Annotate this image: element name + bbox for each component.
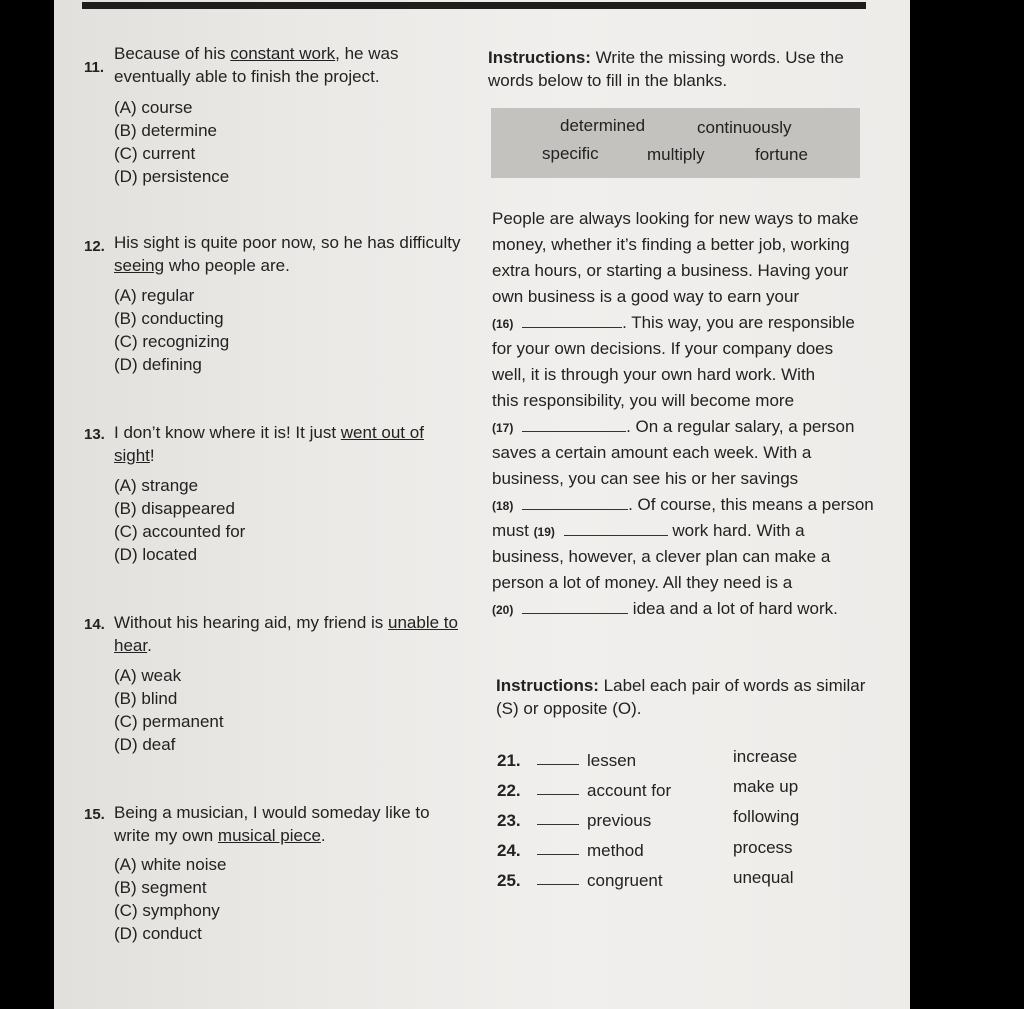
option-c[interactable]: (C) symphony [114,901,220,920]
pair-word-b: process [733,838,793,857]
instructions-label: Instructions: [496,676,599,695]
passage-line: well, it is through your own hard work. With [492,365,816,384]
word-pair-25 [497,866,817,896]
option-d[interactable]: (D) deaf [114,735,176,754]
pair-word-a: method [587,841,644,860]
pair-number: 21. [497,751,521,770]
word-pair-23 [497,806,817,836]
option-a[interactable]: (A) weak [114,666,182,685]
answer-blank[interactable] [537,764,579,765]
answer-blank[interactable] [537,794,579,795]
option-b[interactable]: (B) determine [114,121,217,140]
underlined-phrase: musical piece [217,826,321,845]
pair-word-a: previous [587,811,652,830]
passage-line: (20) idea and a lot of hard work. [492,599,838,618]
option-d[interactable]: (D) located [114,545,198,564]
option-a[interactable]: (A) strange [114,476,199,495]
instructions-text: Label each pair of words as similar (S) or opposite (O). [496,676,866,718]
word-bank-item: continuously [697,118,792,137]
option-c[interactable]: (C) accounted for [114,522,246,541]
passage-line: person a lot of money. All they need is a [492,573,793,592]
word-pair-24 [497,836,817,866]
option-d[interactable]: (D) conduct [114,924,202,943]
question-13 [84,421,464,571]
option-b[interactable]: (B) conducting [114,309,224,328]
word-bank-item: determined [560,116,646,135]
pair-word-b: make up [733,777,799,796]
answer-blank[interactable] [537,824,579,825]
question-stem: I don’t know where it is! It just went out of sight! [114,423,424,465]
pair-word-b: increase [733,747,798,766]
question-number: 13. [84,426,105,443]
underlined-phrase: seeing [114,256,165,275]
top-rule [82,2,866,9]
question-11 [84,42,464,192]
option-c[interactable]: (C) permanent [114,712,224,731]
passage-line: (17) . On a regular salary, a person [492,417,855,436]
pair-number: 24. [497,841,521,860]
passage-line: (16) . This way, you are responsible [492,313,855,332]
blank-number: (20) [492,603,514,617]
blank-17[interactable] [522,417,626,432]
blank-19[interactable] [564,521,668,536]
blank-20[interactable] [522,599,628,614]
instructions-similar-opposite [496,674,876,720]
options-list [114,664,224,756]
blank-number: (17) [492,421,514,435]
question-stem: His sight is quite poor now, so he has difficulty seeing who people are. [114,233,461,275]
question-12 [84,231,464,381]
blank-number: (19) [533,525,555,539]
passage-line: extra hours, or starting a business. Having your [492,261,849,280]
question-number: 12. [84,238,105,255]
passage-line: for your own decisions. If your company does [492,339,834,358]
blank-18[interactable] [522,495,628,510]
word-bank [491,108,860,178]
option-c[interactable]: (C) recognizing [114,332,230,351]
option-b[interactable]: (B) disappeared [114,499,235,518]
pair-number: 25. [497,871,521,890]
pair-number: 22. [497,781,521,800]
word-bank-item: fortune [755,145,808,164]
blank-number: (18) [492,499,514,513]
question-14 [84,611,464,761]
passage-line: People are always looking for new ways to make [492,209,859,228]
options-list [114,474,245,566]
options-list [114,96,229,188]
pair-number: 23. [497,811,521,830]
option-a[interactable]: (A) course [114,98,193,117]
pair-word-a: account for [587,781,672,800]
passage-line: money, whether it’s finding a better job, working [492,235,850,254]
options-list [114,284,229,376]
pair-word-a: lessen [587,751,637,770]
question-number: 14. [84,616,105,633]
question-number: 11. [84,59,105,76]
instructions-label: Instructions: [488,48,591,67]
option-b[interactable]: (B) segment [114,878,207,897]
question-stem: Because of his constant work, he was eventually able to finish the project. [114,44,399,86]
question-15 [84,801,464,951]
underlined-phrase: went out of sight [114,423,424,465]
option-a[interactable]: (A) regular [114,286,195,305]
option-a[interactable]: (A) white noise [114,855,227,874]
answer-blank[interactable] [537,884,579,885]
passage-line: business, you can see his or her savings [492,469,799,488]
word-bank-item: specific [542,144,599,163]
passage-line: saves a certain amount each week. With a [492,443,812,462]
pair-word-a: congruent [587,871,663,890]
option-d[interactable]: (D) persistence [114,167,230,186]
option-c[interactable]: (C) current [114,144,196,163]
option-b[interactable]: (B) blind [114,689,178,708]
options-list [114,853,226,945]
word-bank-item: multiply [647,145,705,164]
pair-word-b: following [733,807,800,826]
question-stem: Being a musician, I would someday like to write my own musical piece. [114,803,430,845]
passage-line: own business is a good way to earn your [492,287,800,306]
question-stem: Without his hearing aid, my friend is unable to hear. [114,613,458,655]
instructions-fill-blanks [488,46,868,92]
instructions-text: Write the missing words. Use the words below to fill in the blanks. [488,48,844,90]
question-number: 15. [84,806,105,823]
answer-blank[interactable] [537,854,579,855]
option-d[interactable]: (D) defining [114,355,202,374]
blank-16[interactable] [522,313,622,328]
blank-number: (16) [492,317,514,331]
passage-line: must (19) work hard. With a [492,521,805,540]
pair-word-b: unequal [733,868,794,887]
workbook-page [54,0,910,1009]
passage-line: (18) . Of course, this means a person [492,495,874,514]
passage-line: business, however, a clever plan can make a [492,547,831,566]
passage-line: this responsibility, you will become more [492,391,795,410]
underlined-phrase: unable to hear [114,613,458,655]
underlined-phrase: constant work [230,44,336,63]
